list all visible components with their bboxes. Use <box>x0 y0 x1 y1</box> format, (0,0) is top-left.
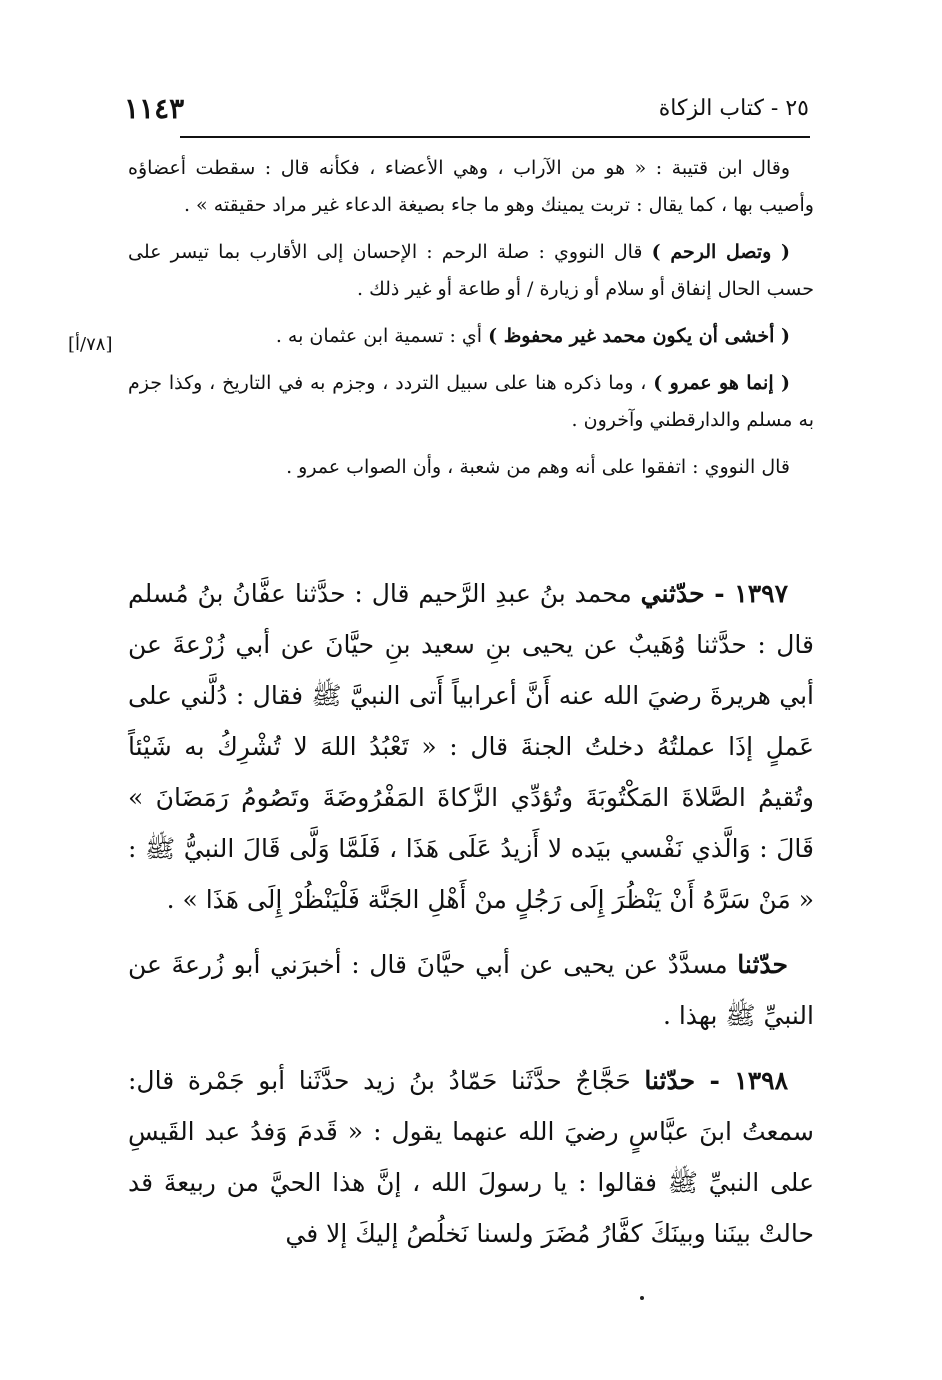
hadith-text: حَجَّاجٌ حدَّثَنا حَمّادُ بنُ زيد حدَّثَنا أبو جَمْرة قال: سمعتُ ابنَ عبَّاسٍ رضيَ الله عنهما يقول : « قَدمَ وَفدُ عبد القَيسِ على النبيِّ ﷺ فقالوا : يا رسولَ الله ، إنَّ هذا الحيَّ من ربيعةَ قد حالتْ بينَنا وبينَكَ كفَّارُ مُضَرَ ولسنا نَخلُصُ إليكَ إلا في <box>128 1066 814 1248</box>
hadith-number: ١٣٩٧ - حدّثني <box>640 579 788 608</box>
page-number: ١١٤٣ <box>124 92 185 125</box>
page-header <box>118 92 813 132</box>
hadith-text: مسدَّدٌ عن يحيى عن أبي حيَّانَ قال : أخبرَني أبو زُرعةَ عن النبيِّ ﷺ بهذا . <box>128 950 814 1030</box>
commentary-text: أي : تسمية ابن عثمان به . <box>275 325 489 347</box>
folio-marker: [٧٨/أ] <box>68 334 113 355</box>
commentary-paragraph <box>128 318 814 355</box>
hadith-text: محمد بنُ عبدِ الرَّحيم قال : حدَّثنا عفَّانُ بنُ مُسلم قال : حدَّثنا وُهَيبٌ عن يحيى بنِ سعيد بنِ حيَّانَ عن أبي زُرْعةَ عن أبي هريرةَ رضيَ الله عنه أَنَّ أعرابياً أَتى النبيَّ ﷺ فقال : دُلَّني على عَملٍ إذَا عملتُهُ دخلتُ الجنةَ قال : « تَعْبُدُ اللهَ لا تُشْرِكُ به شَيْئاً وتُقيمُ الصَّلاةَ المَكْتُوبَةَ وتُؤدِّي الزَّكاةَ المَفْرُوضَةَ وتَصُومُ رَمَضَانَ » قَالَ : وَالَّذي نَفْسي بيَده لا أَزيدُ عَلَى هَذَا ، فَلَمَّا وَلَّى قَالَ النبيُّ ﷺ : « مَنْ سَرَّهُ أَنْ يَنْظُرَ إِلَى رَجُلٍ منْ أَهْلِ الجَنَّة فَلْيَنْظُرْ إِلَى هَذَا » . <box>128 579 814 914</box>
commentary-paragraph <box>128 150 814 224</box>
hadith-paragraph <box>128 568 814 925</box>
commentary-lemma: ( أخشى أن يكون محمد غير محفوظ ) <box>488 325 790 347</box>
commentary-text: قال النووي : اتفقوا على أنه وهم من شعبة ، وأن الصواب عمرو . <box>286 456 790 478</box>
commentary-paragraph <box>128 234 814 308</box>
running-title: ٢٥ - كتاب الزكاة <box>658 96 809 121</box>
commentary-lemma: ( وتصل الرحم ) <box>651 241 790 263</box>
commentary-text: ، وما ذكره هنا على سبيل التردد ، وجزم به في التاريخ ، وكذا جزم به مسلم والدارقطني وآخرون . <box>128 372 814 431</box>
hadith-paragraph <box>128 939 814 1041</box>
hadith-opening: حدّثنا <box>737 950 788 979</box>
page-mark-dot <box>640 1296 644 1300</box>
commentary-paragraph <box>128 365 814 439</box>
commentary-text: وقال ابن قتيبة : « هو من الآراب ، وهي الأعضاء ، فكأنه قال : سقطت أعضاؤه وأصيب بها ، كما يقال : تربت يمينك وهو ما جاء بصيغة الدعاء غير مراد حقيقته » . <box>128 157 814 216</box>
commentary-lemma: ( إنما هو عمرو ) <box>653 372 790 394</box>
hadith-block <box>128 568 814 1273</box>
commentary-paragraph <box>128 449 814 486</box>
commentary-text: قال النووي : صلة الرحم : الإحسان إلى الأقارب بما تيسر على حسب الحال إنفاق أو سلام أو زيارة / أو طاعة أو غير ذلك . <box>128 241 814 300</box>
header-rule <box>180 136 810 138</box>
hadith-paragraph <box>128 1055 814 1259</box>
hadith-number: ١٣٩٨ - حدّثنا <box>644 1066 788 1095</box>
commentary-block <box>128 150 814 496</box>
